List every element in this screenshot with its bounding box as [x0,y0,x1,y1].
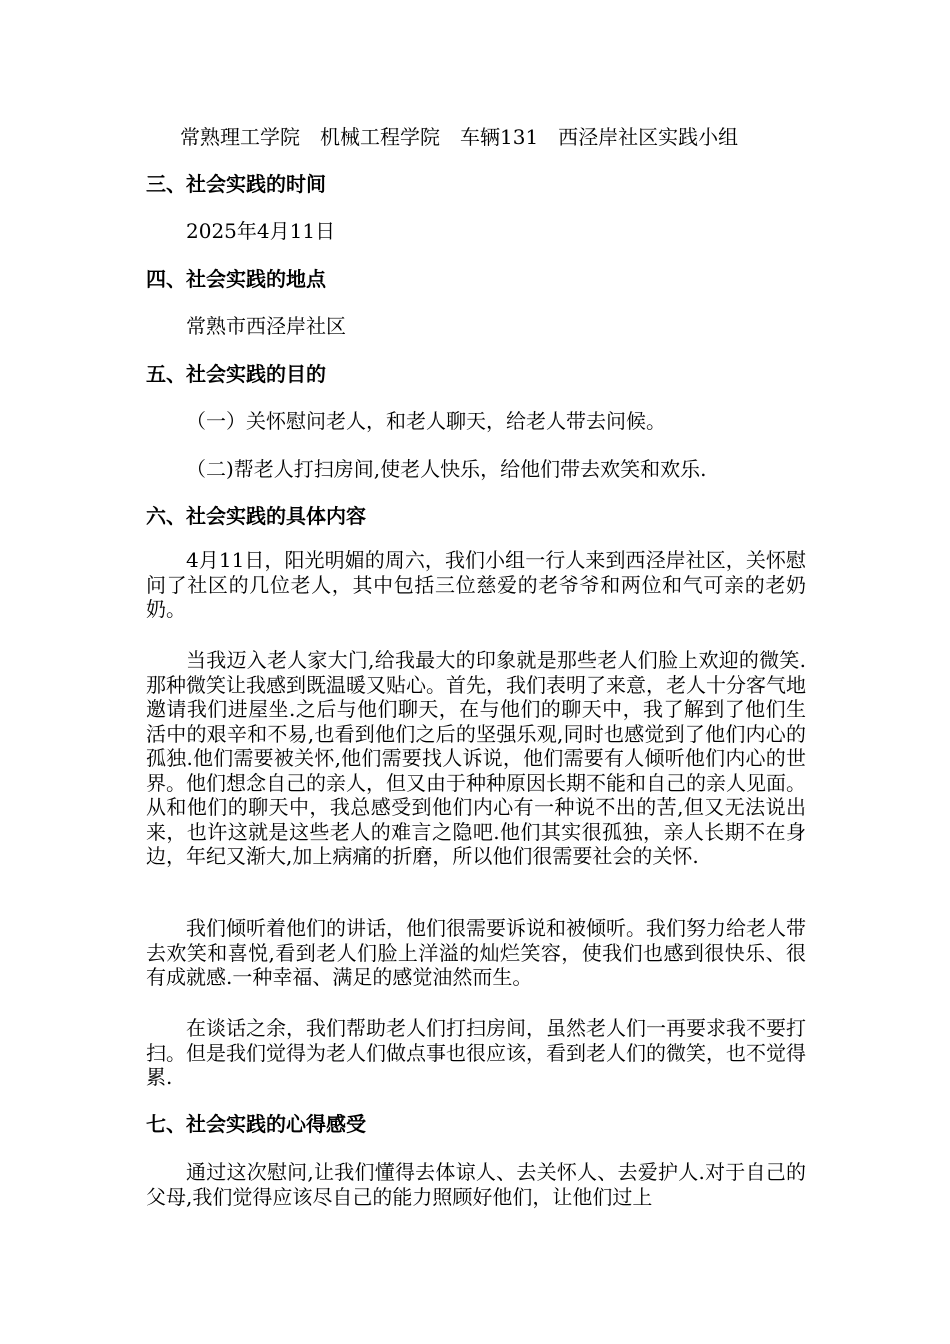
content-paragraph: 当我迈入老人家大门,给我最大的印象就是那些老人们脸上欢迎的微笑.那种微笑让我感到既温暖又贴心。首先，我们表明了来意，老人十分客气地邀请我们进屋坐.之后与他们聊天，在与他们的聊天中，我了解到了他们生活中的艰辛和不易,也看到他们之后的坚强乐观,同时也感觉到了他们内心的孤独.他们需要被关怀,他们需要找人诉说，他们需要有人倾听他们内心的世界。他们想念自己的亲人，但又由于种种原因长期不能和自己的亲人见面。从和他们的聊天中，我总感受到他们内心有一种说不出的苦,但又无法说出来，也许这就是这些老人的难言之隐吧.他们其实很孤独，亲人长期不在身边，年纪又渐大,加上病痛的折磨，所以他们很需要社会的关怀. [146,648,806,868]
section-time-heading: 三、社会实践的时间 [146,172,326,196]
practice-place: 常熟市西泾岸社区 [186,314,346,338]
content-paragraph: 我们倾听着他们的讲话，他们很需要诉说和被倾听。我们努力给老人带去欢笑和喜悦,看到老人们脸上洋溢的灿烂笑容，使我们也感到很快乐、很有成就感.一种幸福、满足的感觉油然而生。 [146,916,806,989]
content-paragraph: 4月11日，阳光明媚的周六，我们小组一行人来到西泾岸社区，关怀慰问了社区的几位老人，其中包括三位慈爱的老爷爷和两位和气可亲的老奶奶。 [146,548,806,621]
team-info-line: 常熟理工学院 机械工程学院 车辆131 西泾岸社区实践小组 [180,125,739,149]
section-reflection-heading: 七、社会实践的心得感受 [146,1112,366,1136]
section-content-heading: 六、社会实践的具体内容 [146,504,366,528]
practice-date: 2025年4月11日 [186,219,336,243]
section-purpose-heading: 五、社会实践的目的 [146,362,326,386]
purpose-item: （二)帮老人打扫房间,使老人快乐，给他们带去欢笑和欢乐. [186,457,707,481]
content-paragraph: 在谈话之余，我们帮助老人们打扫房间，虽然老人们一再要求我不要打扫。但是我们觉得为老人们做点事也很应该，看到老人们的微笑，也不觉得累. [146,1016,806,1089]
purpose-item: （一）关怀慰问老人，和老人聊天，给老人带去问候。 [186,409,666,433]
reflection-paragraph: 通过这次慰问,让我们懂得去体谅人、去关怀人、去爱护人.对于自己的父母,我们觉得应该尽自己的能力照顾好他们，让他们过上 [146,1160,806,1209]
section-place-heading: 四、社会实践的地点 [146,267,326,291]
